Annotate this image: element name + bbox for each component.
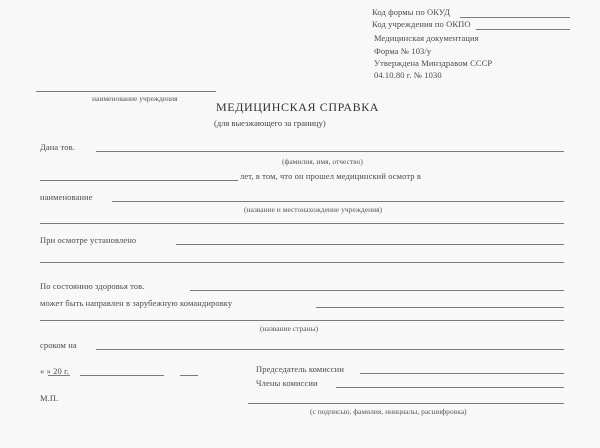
institution-extra-line	[40, 223, 564, 224]
country-caption: (название страны)	[260, 324, 319, 333]
health-line	[190, 290, 564, 291]
institution-caption: наименование учреждения	[92, 94, 178, 103]
form-number-label: Форма № 103/у	[374, 46, 432, 56]
country-line	[40, 320, 564, 321]
exam-label: При осмотре установлено	[40, 235, 137, 245]
term-label: сроком на	[40, 340, 77, 350]
institution-line	[36, 91, 216, 92]
approved-label: Утверждена Минздравом СССР	[374, 58, 493, 68]
members-line	[336, 387, 564, 388]
members-label: Члены комиссии	[256, 378, 318, 388]
exam-line-1	[176, 244, 564, 245]
signature-line	[248, 403, 564, 404]
can-go-label: может быть направлен в зарубежную командировку	[40, 298, 233, 308]
approved-date-label: 04.10.80 г. № 1030	[374, 70, 442, 80]
chairman-label: Председатель комиссии	[256, 364, 344, 374]
fio-caption: (фамилия, имя, отчество)	[282, 157, 363, 166]
okud-line	[460, 17, 570, 18]
term-line	[96, 349, 564, 350]
given-label: Дана тов.	[40, 142, 75, 152]
chairman-line	[360, 373, 564, 374]
okpo-label: Код учреждения по ОКПО	[372, 19, 471, 29]
med-doc-label: Медицинская документация	[374, 33, 479, 43]
stamp-label: М.П.	[40, 393, 59, 403]
date-year-line	[180, 375, 198, 376]
date-month-line	[80, 375, 164, 376]
given-line	[96, 151, 564, 152]
institution-location-caption: (название и местонахождение учреждения)	[244, 205, 383, 214]
can-go-line	[316, 307, 564, 308]
examined-text: лет, в том, что он прошел медицинский осмотр в	[240, 171, 421, 181]
okud-label: Код формы по ОКУД	[372, 7, 451, 17]
name-of-label: наименование	[40, 192, 93, 202]
document-title: МЕДИЦИНСКАЯ СПРАВКА	[216, 100, 380, 114]
date-day-line	[48, 375, 70, 376]
exam-line-2	[40, 262, 564, 263]
health-label: По состоянию здоровья тов.	[40, 281, 145, 291]
institution-name-line	[112, 201, 564, 202]
date-row: « » 20 г.	[40, 366, 69, 376]
okpo-line	[476, 29, 570, 30]
age-line	[40, 180, 238, 181]
signature-caption: (с подписью, фамилия, инициалы, расшифровка)	[310, 407, 467, 416]
document-subtitle: (для выезжающего за границу)	[214, 118, 326, 128]
